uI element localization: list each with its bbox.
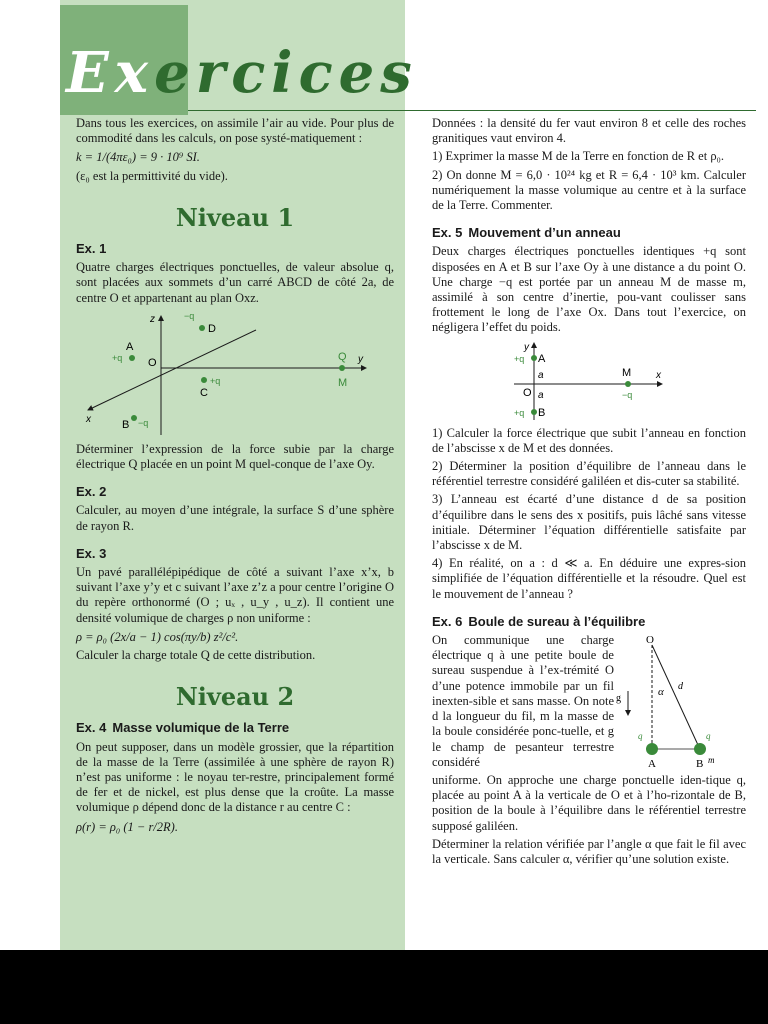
ex4-text: On peut supposer, dans un modèle grossier, que la répartition de la masse de la Terre (assimilée à une sphère de rayon R) n’est pas uniforme : le noyau ter-restre, principalement formé de fer et de nickel, est plus dense que la croûte. La masse volumique ρ dépend donc de la distance r au centre C : — [76, 739, 394, 815]
ex6-figure — [616, 633, 744, 773]
ex1-charge-A: +q — [112, 352, 123, 363]
ex6-question: Déterminer la relation vérifiée par l’angle α que fait le fil avec la verticale. Sans calculer α, vérifier qu’une solution existe. — [432, 836, 746, 866]
intro-formula: k = 1/(4πε₀) = 9 · 10⁹ SI. — [76, 150, 200, 165]
ex5-label-x: x — [656, 369, 661, 381]
ex1-label-y: y — [358, 353, 363, 365]
ex1-question: Déterminer l’expression de la force subie par la charge électrique Q placée en un point M quel-conque de l’axe Oy. — [76, 441, 394, 472]
ex1-figure — [76, 310, 376, 438]
ex5-label-a-top: a — [538, 369, 544, 381]
ex1-label-B: B — [122, 418, 130, 431]
ex1-charge-C: +q — [210, 375, 221, 386]
ex5-question-2: 2) Déterminer la position d’équilibre de l’anneau dans le référentiel terrestre considéré galiléen et dis-cuter sa stabilité. — [432, 459, 746, 489]
ex5-point-A — [531, 355, 537, 361]
ex4-question-2: 2) On donne M = 6,0 · 10²⁴ kg et R = 6,4 · 10³ km. Calculer numériquement la masse volumique au centre et à la surface de la Terre. Commenter. — [432, 167, 746, 213]
ex1-label-x: x — [86, 413, 91, 425]
ex6-charge-B: q — [706, 731, 711, 742]
ex3-heading: Ex. 3 — [76, 545, 107, 561]
left-column — [76, 116, 394, 838]
ex6-label-g: g — [616, 693, 621, 705]
ex5-question-4: 4) En réalité, on a : d ≪ a. En déduire une expres-sion simplifiée de l’équation différentielle et la résoudre. Quel est le mouvement de l’anneau ? — [432, 556, 746, 601]
ex1-point-D — [199, 325, 205, 331]
ex5-label-O: O — [523, 386, 532, 399]
ex5-heading: Ex. 5 Mouvement d’un anneau — [432, 225, 621, 241]
ex3-text: Un pavé parallélépipédique de côté a suivant l’axe x’x, b suivant l’axe y’y et c suivant l’axe z’z a pour centre l’origine O du repère orthonormé (O ; uₓ , u_y , u_z). Il contient une densité volumique de charges ρ non uniforme : — [76, 565, 394, 625]
ex1-point-B — [131, 415, 137, 421]
ex5-label-y: y — [524, 341, 529, 353]
ex2-heading: Ex. 2 — [76, 484, 107, 500]
ex6-heading: Ex. 6 Boule de sureau à l’équilibre — [432, 613, 646, 629]
intro-text: Dans tous les exercices, on assimile l’air au vide. Pour plus de commodité dans les calculs, on pose systé-matiquement : — [76, 116, 394, 146]
ex5-point-M — [625, 381, 631, 387]
ex5-text: Deux charges électriques ponctuelles identiques +q sont disposées en A et B sur l’axe Oy à une distance a du point O. Une charge −q est portée par un anneau M de masse m, assimilé à son centre d’inertie, pou-vant coulisser sans frottement le long de l’axe Ox. Dans tout l’exercice, on négligera l’effet du poids. — [432, 244, 746, 335]
ex1-charge-D: −q — [184, 310, 195, 321]
niveau-2-heading: Niveau 2 — [175, 682, 295, 712]
ex6-label-O: O — [646, 634, 654, 647]
ex6-text-part1: On communique une charge électrique q à une petite boule de sureau suspendue à l’ex-trémité O d’une potence immobile par un fil inexten-sible et sans masse. On note d la longueur du fil, m la masse de la boule considérée ponc-tuelle, et g le champ de pesanteur terrestre considéré — [432, 633, 614, 769]
right-column — [432, 116, 746, 870]
ex1-text: Quatre charges électriques ponctuelles, de valeur absolue q, sont placées aux sommets d’un carré ABCD de côté 2a, de centre O et appartenant au plan Oxz. — [76, 260, 394, 305]
intro-note: (ε₀ est la permittivité du vide). — [76, 168, 228, 183]
ex1-label-O: O — [148, 356, 157, 369]
ex1-point-M — [339, 365, 345, 371]
ex5-charge-A: +q — [514, 353, 525, 364]
ex1-label-z: z — [150, 313, 155, 325]
ex1-charge-B: −q — [138, 417, 149, 428]
ex6-label-A: A — [648, 758, 656, 771]
ex4-question-1: 1) Exprimer la masse M de la Terre en fonction de R et ρ₀. — [432, 149, 725, 164]
ex1-point-A — [129, 355, 135, 361]
ex5-label-A: A — [538, 352, 546, 365]
ex1-label-Q: Q — [338, 350, 347, 363]
ex1-label-M: M — [338, 376, 348, 389]
ex6-text-part2: uniforme. On approche une charge ponctuelle iden-tique q, placée au point A à la verticale de O et à l’ho-rizontale de B, position de la boule à l’équilibre dans le référentiel terrestre supposé galiléen. — [432, 772, 746, 833]
ex2-text: Calculer, au moyen d’une intégrale, la surface S d’une sphère de rayon R. — [76, 503, 394, 533]
ex6-ball-A — [646, 743, 658, 755]
ex6-charge-A: q — [638, 731, 643, 742]
ex6-mass-m: m — [708, 755, 715, 766]
page-title: Exercices — [66, 40, 418, 106]
ex3-question: Calculer la charge totale Q de cette distribution. — [76, 648, 316, 663]
ex5-label-B: B — [538, 406, 546, 419]
ex1-label-C: C — [200, 386, 208, 399]
ex5-charge-B: +q — [514, 407, 525, 418]
ex4-heading: Ex. 4 Masse volumique de la Terre — [76, 720, 290, 736]
niveau-1-heading: Niveau 1 — [175, 202, 295, 232]
ex3-formula: ρ = ρ₀ (2x/a − 1) cos(πy/b) z²/c². — [76, 629, 239, 644]
ex5-question-3: 3) L’anneau est écarté d’une distance d de sa position d’équilibre dans le sens des x positifs, puis lâché sans vitesse initiale. Déterminer l’équation différentielle satisfaite par l’abscisse x de M. — [432, 492, 746, 553]
ex5-figure — [432, 340, 732, 422]
ex5-label-a-bottom: a — [538, 389, 544, 401]
ex6-label-d: d — [678, 681, 683, 693]
title-rule — [188, 110, 756, 111]
ex5-charge-M: −q — [622, 389, 633, 400]
ex1-label-D: D — [208, 322, 216, 335]
ex6-ball-B — [694, 743, 706, 755]
ex6-label-B: B — [696, 758, 704, 771]
ex4-formula: ρ(r) = ρ₀ (1 − r/2R). — [76, 819, 178, 834]
ex6-text-figure-block — [432, 633, 746, 770]
ex5-point-B — [531, 409, 537, 415]
ex6-label-alpha: α — [658, 686, 664, 699]
ex1-point-C — [201, 377, 207, 383]
ex5-label-M: M — [622, 366, 632, 379]
ex1-label-A: A — [126, 340, 134, 353]
ex1-heading: Ex. 1 — [76, 241, 107, 257]
ex4-donnees: Données : la densité du fer vaut environ 8 et celle des roches granitiques vaut environ 4. — [432, 116, 746, 146]
bottom-black-bar — [0, 950, 768, 1024]
ex1-axis-x — [88, 330, 256, 410]
ex5-question-1: 1) Calculer la force électrique que subit l’anneau en fonction de l’abscisse x de M et des données. — [432, 425, 746, 455]
